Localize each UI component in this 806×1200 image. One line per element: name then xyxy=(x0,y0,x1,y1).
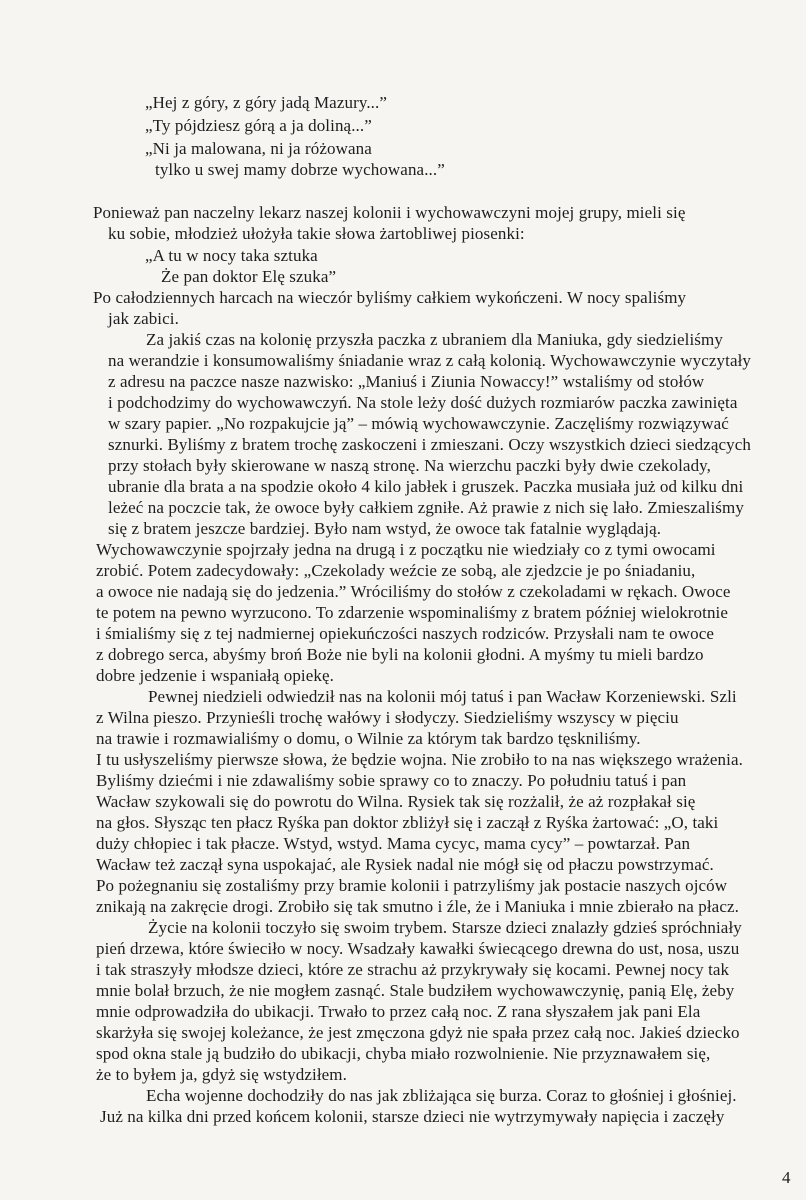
poem-line: tylko u swej mamy dobrze wychowana...” xyxy=(155,160,445,179)
poem-line: „Ni ja malowana, ni ja różowana xyxy=(145,139,372,158)
page-number: 4 xyxy=(782,1168,791,1187)
text-line: Wacław szykowali się do powrotu do Wilna. Rysiek tak się rozżalił, że aż rozpłakał się xyxy=(96,792,696,811)
text-line: mnie bolał brzuch, że nie mogłem zasnąć. Stale budziłem wychowawczynię, panią Elę, żeby xyxy=(96,981,735,1000)
text-line: Ponieważ pan naczelny lekarz naszej kolonii i wychowawczyni mojej grupy, mieli się xyxy=(93,203,686,222)
text-line: leżeć na poczcie tak, że owoce były całkiem zgniłe. Aż prawie z nich się lało. Zmieszaliśmy xyxy=(108,498,744,517)
text-line: spod okna stale ją budziło do ubikacji, chyba miało rozwolnienie. Nie przyznawałem się, xyxy=(96,1044,711,1063)
text-line: duży chłopiec i tak płacze. Wstyd, wstyd. Mama cycyc, mama cycy” – powtarzał. Pan xyxy=(96,834,691,853)
text-line: jak zabici. xyxy=(108,309,179,328)
text-line: i podchodzimy do wychowawczyń. Na stole leży dość dużych rozmiarów paczka zawinięta xyxy=(108,393,738,412)
text-line: Echa wojenne dochodziły do nas jak zbliżająca się burza. Coraz to głośniej i głośniej. xyxy=(146,1086,737,1105)
text-line: ubranie dla brata a na spodzie około 4 kilo jabłek i gruszek. Paczka musiała już od kilku dni xyxy=(108,477,744,496)
text-line: z Wilna pieszo. Przynieśli trochę wałówy i słodyczy. Siedzieliśmy wszyscy w pięciu xyxy=(96,708,679,727)
text-line: i śmialiśmy się z tej nadmiernej opiekuńczości naszych rodziców. Przysłali nam te owoce xyxy=(96,624,714,643)
text-line: pień drzewa, które świeciło w nocy. Wsadzały kawałki świecącego drewna do ust, nosa, uszu xyxy=(96,939,740,958)
text-line: Wychowawczynie spojrzały jedna na drugą i z początku nie wiedziały co z tymi owocami xyxy=(96,540,716,559)
text-line: Pewnej niedzieli odwiedził nas na kolonii mój tatuś i pan Wacław Korzeniewski. Szli xyxy=(148,687,737,706)
text-line: przy stołach były skierowane w naszą stronę. Na wierzchu paczki były dwie czekolady, xyxy=(108,456,712,475)
text-line: na werandzie i konsumowaliśmy śniadanie wraz z całą kolonią. Wychowawczynie wyczytały xyxy=(108,351,752,370)
text-line: Byliśmy dziećmi i nie zdawaliśmy sobie sprawy co to znaczy. Po południu tatuś i pan xyxy=(96,771,687,790)
text-line: i tak straszyły młodsze dzieci, które ze strachu aż przykrywały się kocami. Pewnej nocy tak xyxy=(96,960,730,979)
text-line: że to byłem ja, gdyż się wstydziłem. xyxy=(96,1065,347,1084)
text-line: a owoce nie nadają się do jedzenia.” Wróciliśmy do stołów z czekoladami w rękach. Owoce xyxy=(96,582,731,601)
text-line: Za jakiś czas na kolonię przyszła paczka z ubraniem dla Maniuka, gdy siedzieliśmy xyxy=(146,330,723,349)
song-line: Że pan doktor Elę szuka” xyxy=(161,267,337,286)
text-line: Wacław też zaczął syna uspokajać, ale Rysiek nadal nie mógł się od płaczu powstrzymać. xyxy=(96,855,714,874)
text-line: się z bratem jeszcze bardziej. Było nam wstyd, że owoce tak fatalnie wyglądają. xyxy=(108,519,662,538)
text-line: Już na kilka dni przed końcem kolonii, starsze dzieci nie wytrzymywały napięcia i zaczęły xyxy=(100,1107,725,1126)
song-line: „A tu w nocy taka sztuka xyxy=(145,246,318,265)
text-line: Życie na kolonii toczyło się swoim trybem. Starsze dzieci znalazły gdzieś spróchniały xyxy=(148,918,742,937)
text-line: na głos. Słysząc ten płacz Ryśka pan doktor zbliżył się i zaczął z Ryśka żartować: „O, taki xyxy=(96,813,719,832)
text-line: zrobić. Potem zadecydowały: „Czekolady weźcie ze sobą, ale zjedzcie je po śniadaniu, xyxy=(96,561,696,580)
text-line: I tu usłyszeliśmy pierwsze słowa, że będzie wojna. Nie zrobiło to na nas większego wrażenia. xyxy=(96,750,743,769)
text-line: znikają na zakręcie drogi. Zrobiło się tak smutno i źle, że i Maniuka i mnie zbierało na płacz. xyxy=(96,897,739,916)
text-line: te potem na pewno wyrzucono. To zdarzenie wspominaliśmy z bratem później wielokrotnie xyxy=(96,603,729,622)
text-line: skarżyła się swojej koleżance, że jest zmęczona gdyż nie spała przez całą noc. Jakieś dziecko xyxy=(96,1023,740,1042)
text-line: sznurki. Byliśmy z bratem trochę zaskoczeni i zmieszani. Oczy wszystkich dzieci siedzących xyxy=(108,435,751,454)
text-line: z dobrego serca, abyśmy broń Boże nie byli na kolonii głodni. A myśmy tu mieli bardzo xyxy=(96,645,704,664)
poem-line: „Ty pójdziesz górą a ja doliną...” xyxy=(145,116,372,135)
poem-line: „Hej z góry, z góry jadą Mazury...” xyxy=(145,93,388,112)
text-line: ku sobie, młodzież ułożyła takie słowa żartobliwej piosenki: xyxy=(108,224,525,243)
text-line: w szary papier. „No rozpakujcie ją” – mówią wychowawczynie. Zaczęliśmy rozwiązywać xyxy=(108,414,729,433)
text-line: Po całodziennych harcach na wieczór byliśmy całkiem wykończeni. W nocy spaliśmy xyxy=(93,288,687,307)
text-line: Po pożegnaniu się zostaliśmy przy bramie kolonii i patrzyliśmy jak postacie naszych ojców xyxy=(96,876,728,895)
text-line: na trawie i rozmawialiśmy o domu, o Wilnie za którym tak bardzo tęskniliśmy. xyxy=(96,729,641,748)
text-line: dobre jedzenie i wspaniałą opiekę. xyxy=(96,666,334,685)
text-line: z adresu na paczce nasze nazwisko: „Maniuś i Ziunia Nowaccy!” wstaliśmy od stołów xyxy=(108,372,705,391)
text-line: mnie odprowadziła do ubikacji. Trwało to przez całą noc. Z rana słyszałem jak pani Ela xyxy=(96,1002,701,1021)
